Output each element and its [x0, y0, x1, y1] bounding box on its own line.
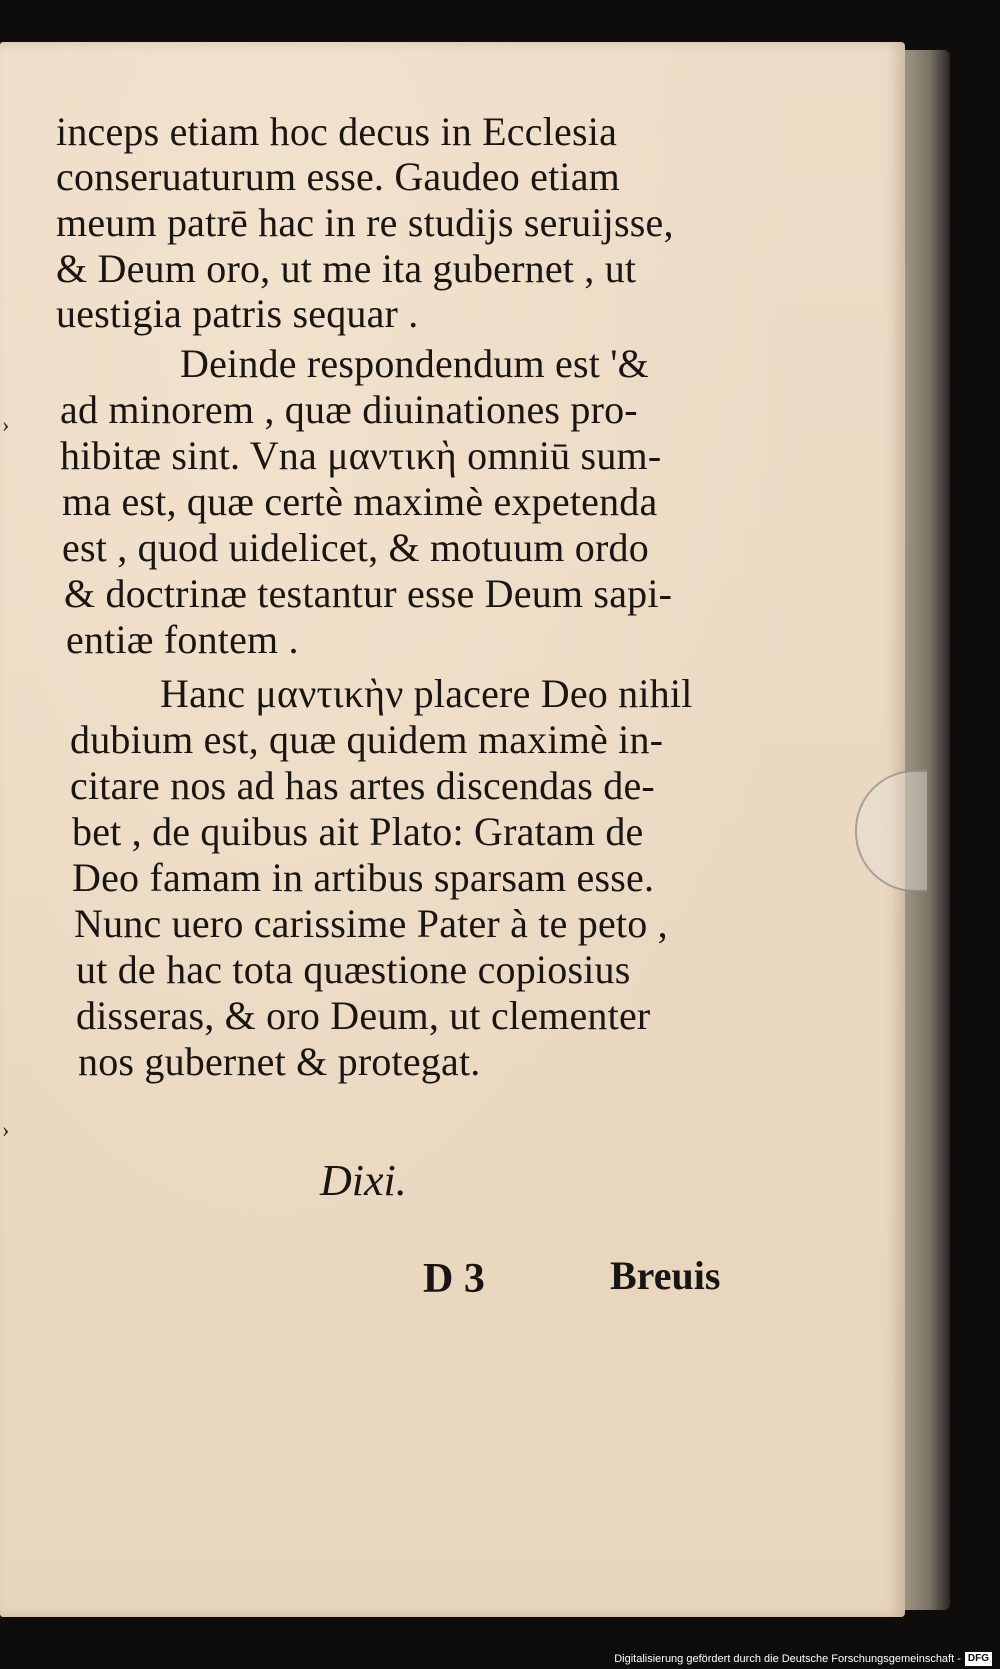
closing-word: Dixi.	[320, 1156, 407, 1205]
catchword: Breuis	[610, 1253, 721, 1298]
footer-credit: Digitalisierung gefördert durch die Deutsche Forschungsgemeinschaft -	[614, 1653, 961, 1665]
text-line: conseruaturum esse. Gaudeo etiam	[56, 154, 620, 199]
text-line: uestigia patris sequar .	[56, 291, 419, 336]
text-line: Hanc μαντικὴν placere Deo nihil	[160, 671, 693, 716]
text-line: Deinde respondendum est '&	[180, 341, 649, 386]
text-line: hibitæ sint. Vna μαντικὴ omniū sum‑	[60, 433, 662, 478]
text-line: ut de hac tota quæstione copiosius	[76, 947, 631, 992]
text-line: nos gubernet & protegat.	[78, 1039, 481, 1084]
text-line: entiæ fontem .	[66, 617, 299, 662]
text-line: inceps etiam hoc decus in Ecclesia	[56, 109, 618, 154]
margin-mark: ›	[2, 412, 10, 437]
text-line: Nunc uero carissime Pater à te peto ,	[74, 901, 668, 946]
digitization-footer	[600, 1649, 1000, 1669]
text-line: disseras, & oro Deum, ut clementer	[76, 993, 651, 1038]
text-line: dubium est, quæ quidem maximè in‑	[70, 717, 664, 762]
text-line: ad minorem , quæ diuinationes pro‑	[60, 387, 638, 432]
dfg-logo: DFG	[965, 1652, 992, 1666]
text-line: bet , de quibus ait Plato: Gratam de	[72, 809, 644, 854]
margin-mark: ›	[2, 1117, 10, 1142]
text-line: ma est, quæ certè maximè expetenda	[62, 479, 658, 524]
text-line: citare nos ad has artes discendas de‑	[70, 763, 655, 808]
text-line: Deo famam in artibus sparsam esse.	[72, 855, 655, 900]
text-line: meum patrē hac in re studijs seruijsse,	[56, 200, 674, 245]
text-line: & Deum oro, ut me ita gubernet , ut	[56, 246, 637, 291]
text-line: & doctrinæ testantur esse Deum sapi‑	[64, 571, 673, 616]
signature-mark: D 3	[423, 1256, 485, 1302]
text-line: est , quod uidelicet, & motuum ordo	[62, 525, 649, 570]
